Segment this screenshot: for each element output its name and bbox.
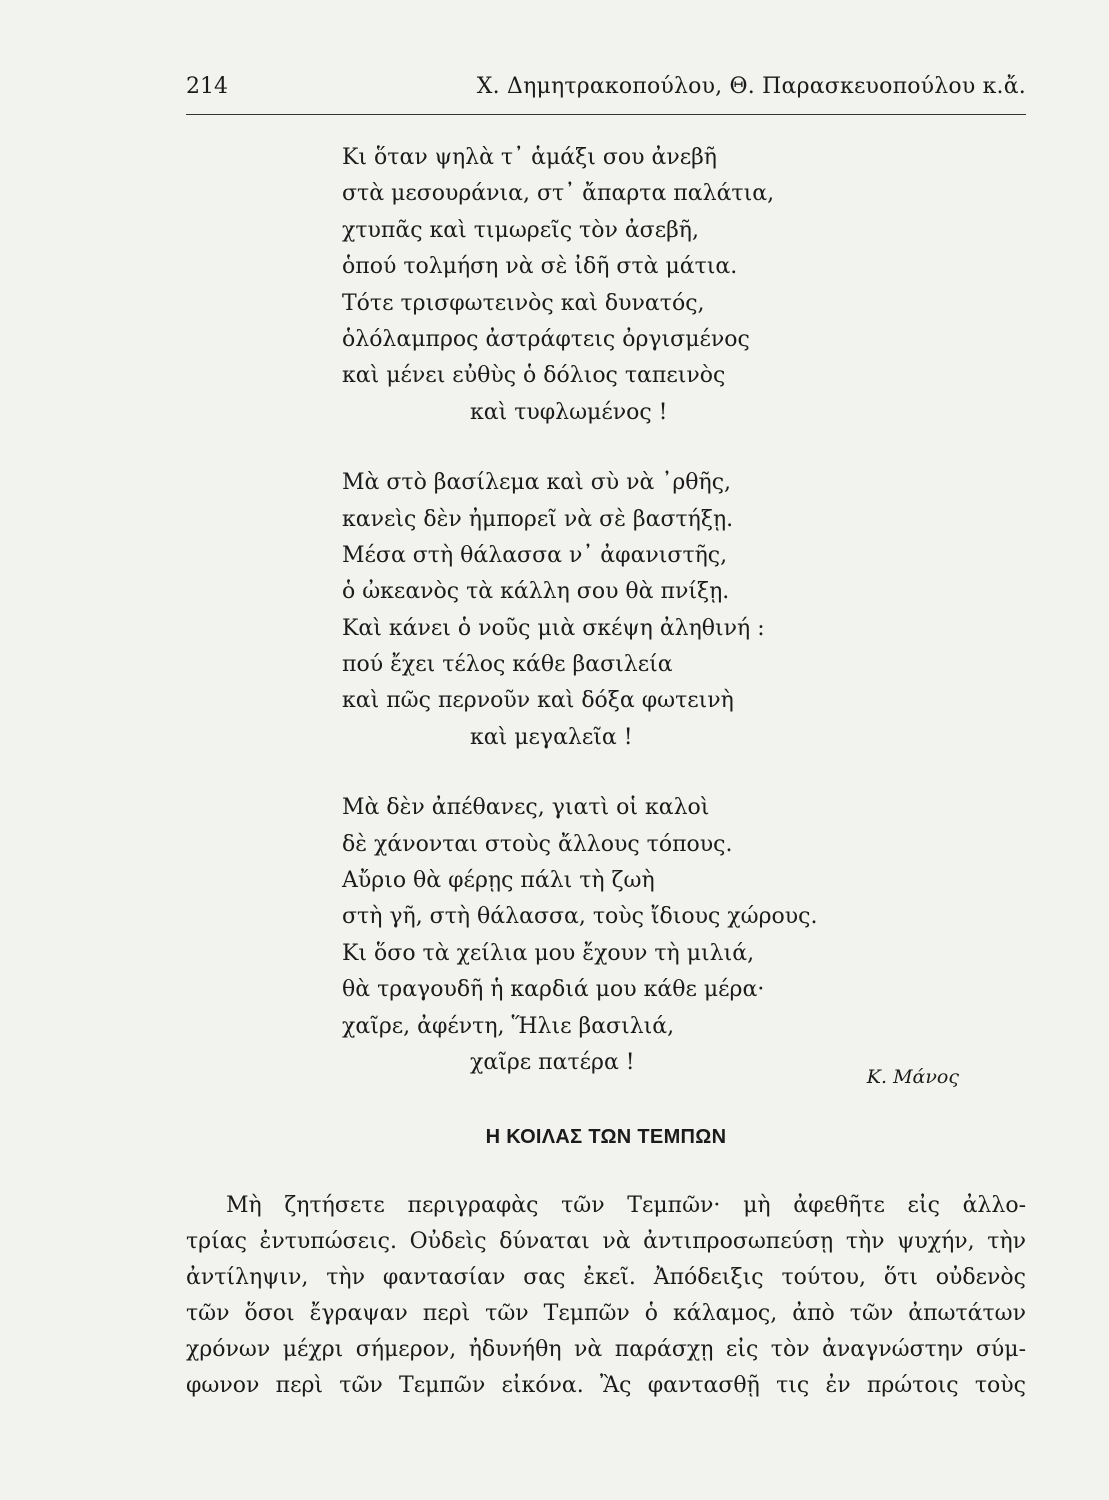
poem-line: ὁπού τολμήση νὰ σὲ ἰδῆ στὰ μάτια. xyxy=(342,254,738,280)
prose-line: Μὴ ζητήσετε περιγραφὰς τῶν Τεμπῶν· μὴ ἀφεθῆτε εἰς ἀλλο- xyxy=(226,1193,1026,1218)
poem xyxy=(342,140,942,1115)
stanza-1 xyxy=(342,140,942,431)
stanza-3 xyxy=(342,790,942,1081)
header-rule xyxy=(186,114,1026,115)
poem-line: θὰ τραγουδῆ ἡ καρδιά μου κάθε μέρα· xyxy=(342,977,765,1003)
poem-line: δὲ χάνονται στοὺς ἄλλους τόπους. xyxy=(342,831,733,857)
poem-line-refrain: χαῖρε πατέρα ! xyxy=(470,1049,635,1075)
poem-line: ὁ ὠκεανὸς τὰ κάλλη σου θὰ πνίξῃ. xyxy=(342,579,730,605)
poem-line: χαῖρε, ἀφέντη, Ἥλιε βασιλιά, xyxy=(342,1013,675,1039)
poem-line: Κι ὅσο τὰ χείλια μου ἔχουν τὴ μιλιά, xyxy=(342,940,755,966)
poem-line: Κι ὅταν ψηλὰ τ᾽ ἁμάξι σου ἀνεβῆ xyxy=(342,145,717,170)
prose-line: ἀντίληψιν, τὴν φαντασίαν σας ἐκεῖ. Ἀπόδειξις τούτου, ὅτι οὐδενὸς xyxy=(186,1265,1026,1290)
poem-line: πού ἔχει τέλος κάθε βασιλεία xyxy=(342,652,673,678)
page-header xyxy=(186,74,1026,114)
poem-line: Μέσα στὴ θάλασσα ν᾽ ἀφανιστῆς, xyxy=(342,542,728,568)
poem-line-refrain: καὶ τυφλωμένος ! xyxy=(470,399,668,425)
poem-line: χτυπᾶς καὶ τιμωρεῖς τὸν ἀσεβῆ, xyxy=(342,217,699,243)
poem-line: Μὰ δὲν ἀπέθανες, γιατὶ οἱ καλοὶ xyxy=(342,795,710,821)
section-title: Η ΚΟΙΛΑΣ ΤΩΝ ΤΕΜΠΩΝ xyxy=(485,1126,727,1148)
prose-line: τρίας ἐντυπώσεις. Οὐδεὶς δύναται νὰ ἀντιπροσωπεύσῃ τὴν ψυχήν, τὴν xyxy=(186,1229,1026,1254)
prose-paragraph xyxy=(186,1188,1026,1404)
prose-line: χρόνων μέχρι σήμερον, ἠδυνήθη νὰ παράσχῃ εἰς τὸν ἀναγνώστην σύμ- xyxy=(186,1337,1026,1362)
running-head: Χ. Δημητρακοπούλου, Θ. Παρασκευοπούλου κ.ἄ. xyxy=(476,74,1026,99)
poem-line: κανεὶς δὲν ἠμπορεῖ νὰ σὲ βαστήξῃ. xyxy=(342,506,734,532)
poem-line: Μὰ στὸ βασίλεμα καὶ σὺ νὰ ᾽ρθῆς, xyxy=(342,470,732,496)
prose-line: φωνον περὶ τῶν Τεμπῶν εἰκόνα. Ἂς φαντασθῇ τις ἐν πρώτοις τοὺς xyxy=(186,1373,1026,1398)
poem-line: ὁλόλαμπρος ἀστράφτεις ὀργισμένος xyxy=(342,326,750,352)
poem-line: Τότε τρισφωτεινὸς καὶ δυνατός, xyxy=(342,290,705,316)
prose-line: τῶν ὅσοι ἔγραψαν περὶ τῶν Τεμπῶν ὁ κάλαμος, ἀπὸ τῶν ἀπωτάτων xyxy=(186,1301,1026,1326)
poem-author: Κ. Μάνος xyxy=(866,1066,959,1088)
poem-line: καὶ πῶς περνοῦν καὶ δόξα φωτεινὴ xyxy=(342,688,734,714)
stanza-2 xyxy=(342,465,942,756)
poem-line: Καὶ κάνει ὁ νοῦς μιὰ σκέψη ἀληθινή : xyxy=(342,615,765,641)
poem-line: Αὔριο θὰ φέρῃς πάλι τὴ ζωὴ xyxy=(342,868,655,894)
poem-line: καὶ μένει εὐθὺς ὁ δόλιος ταπεινὸς xyxy=(342,363,726,389)
poem-line-refrain: καὶ μεγαλεῖα ! xyxy=(470,724,633,750)
poem-line: στὰ μεσουράνια, στ᾽ ἄπαρτα παλάτια, xyxy=(342,181,775,207)
page-number: 214 xyxy=(186,74,228,99)
poem-line: στὴ γῆ, στὴ θάλασσα, τοὺς ἴδιους χώρους. xyxy=(342,904,818,930)
